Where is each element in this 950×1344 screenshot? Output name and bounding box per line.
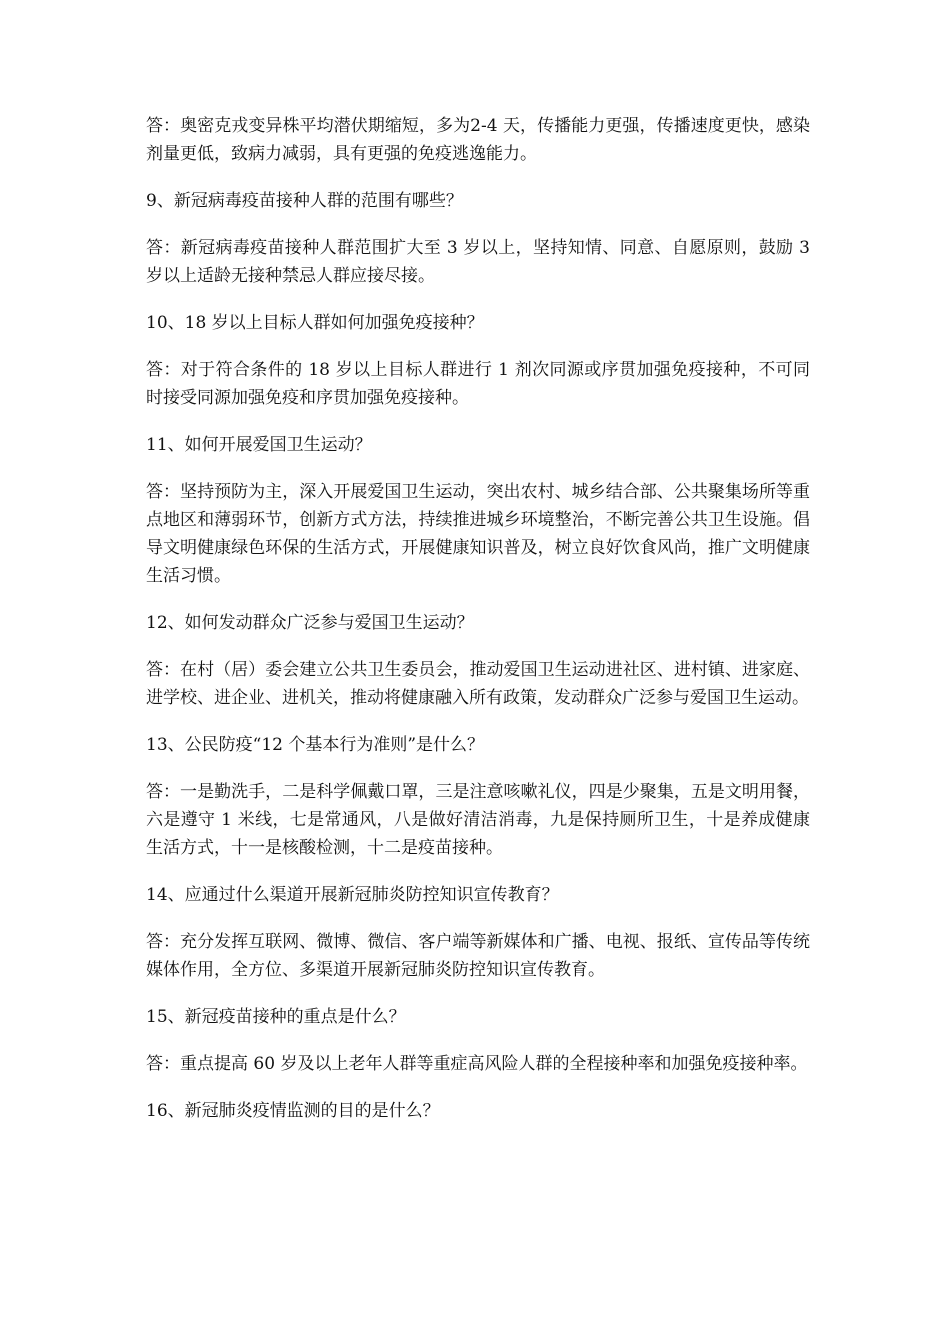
answer-9-text: 答：新冠病毒疫苗接种人群范围扩大至 3 岁以上，坚持知情、同意、自愿原则，鼓励 3 岁以上适龄无接种禁忌人群应接尽接。 — [146, 238, 810, 286]
question-13: 13、公民防疫“12 个基本行为准则”是什么？ — [146, 735, 485, 755]
question-9: 9、新冠病毒疫苗接种人群的范围有哪些？ — [146, 191, 463, 211]
question-15: 15、新冠疫苗接种的重点是什么？ — [146, 1007, 406, 1027]
question-10: 10、18 岁以上目标人群如何加强免疫接种？ — [146, 313, 484, 333]
answer-12-text: 答：在村（居）委会建立公共卫生委员会，推动爱国卫生运动进社区、进村镇、进家庭、进学校、进企业、进机关，推动将健康融入所有政策，发动群众广泛参与爱国卫生运动。 — [146, 660, 810, 708]
document-page — [146, 112, 810, 1144]
answer-10-text: 答：对于符合条件的 18 岁以上目标人群进行 1 剂次同源或序贯加强免疫接种，不可同时接受同源加强免疫和序贯加强免疫接种。 — [146, 360, 810, 408]
question-16: 16、新冠肺炎疫情监测的目的是什么？ — [146, 1101, 440, 1121]
answer-13-text: 答：一是勤洗手，二是科学佩戴口罩，三是注意咳嗽礼仪，四是少聚集，五是文明用餐，六是遵守 1 米线，七是常通风，八是做好清洁消毒，九是保持厕所卫生，十是养成健康生活方式，十一是核酸检测，十二是疫苗接种。 — [146, 782, 810, 858]
question-11: 11、如何开展爱国卫生运动？ — [146, 435, 372, 455]
answer-11-text: 答：坚持预防为主，深入开展爱国卫生运动，突出农村、城乡结合部、公共聚集场所等重点地区和薄弱环节，创新方式方法，持续推进城乡环境整治，不断完善公共卫生设施。倡导文明健康绿色环保的生活方式，开展健康知识普及，树立良好饮食风尚，推广文明健康生活习惯。 — [146, 482, 810, 586]
question-14: 14、应通过什么渠道开展新冠肺炎防控知识宣传教育？ — [146, 885, 559, 905]
answer-8-text: 答：奥密克戎变异株平均潜伏期缩短，多为2-4 天，传播能力更强，传播速度更快，感染剂量更低，致病力减弱，具有更强的免疫逃逸能力。 — [146, 116, 810, 164]
answer-15-text: 答：重点提高 60 岁及以上老年人群等重症高风险人群的全程接种率和加强免疫接种率。 — [146, 1054, 808, 1074]
question-12: 12、如何发动群众广泛参与爱国卫生运动？ — [146, 613, 474, 633]
answer-14-text: 答：充分发挥互联网、微博、微信、客户端等新媒体和广播、电视、报纸、宣传品等传统媒体作用，全方位、多渠道开展新冠肺炎防控知识宣传教育。 — [146, 932, 810, 980]
